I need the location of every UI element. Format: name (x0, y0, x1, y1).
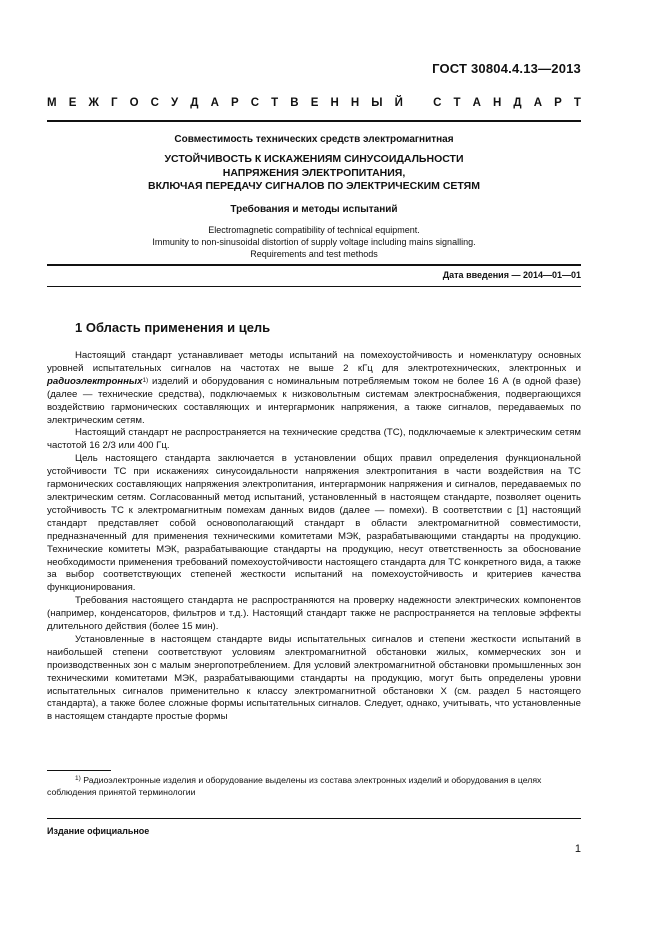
footnote-mark: 1) (75, 775, 81, 782)
title-subtitle: Требования и методы испытаний (230, 204, 398, 215)
banner-letter: А (533, 97, 543, 109)
introduction-date: Дата введения — 2014—01—01 (442, 270, 581, 280)
section-heading: 1 Область применения и цель (75, 320, 271, 335)
banner-letter: Р (554, 97, 562, 109)
main-title-line-2: НАПРЯЖЕНИЯ ЭЛЕКТРОПИТАНИЯ, (222, 166, 406, 179)
banner-letter: А (472, 97, 481, 109)
banner-letter: А (210, 97, 219, 109)
banner-letter: Н (330, 97, 339, 109)
main-title-line-3: ВКЛЮЧАЯ ПЕРЕДАЧУ СИГНАЛОВ ПО ЭЛЕКТРИЧЕСКИМ СЕТЯМ (148, 180, 480, 192)
footnote (47, 774, 581, 798)
page-number: 1 (574, 843, 581, 855)
banner-letter: Т (271, 97, 279, 109)
main-title (47, 153, 581, 194)
banner-letter: Ы (371, 97, 383, 109)
interstate-standard-banner (47, 97, 581, 109)
banner-letter: С (433, 97, 442, 109)
paragraph-3: Цель настоящего стандарта заключается в установлении общих правил определения функциональной устойчивости ТС при искажениях синусоидальности напряжения электропитания в части воздействия на ТС гармонических составляющих напряжения электропитания, интергармоник напряжения и сигналов, передаваемых по электрическим сетям. Согласованный метод испытаний, установленный в настоящем стандарте, позволяет оценить устойчивость ТС к электромагнитным помехам данных видов (далее — помехи). В соответствии с [1] настоящий стандарт представляет собой основополагающий стандарт в области электромагнитной совместимости, предназначенный для применения техническими комитетами МЭК, разрабатывающими стандарты на продукцию. Технические комитеты МЭК, разрабатывающие стандарты на продукцию, несут ответственность за обоснование необходимости применения требований помехоустойчивости настоящего стандарта для ТС конкретного вида, а также за выбор соответствующих степеней жесткости испытаний на помехоустойчивость и критериев качества функционирования. (47, 453, 581, 594)
banner-letter: О (129, 97, 139, 109)
title-rule (47, 264, 581, 266)
banner-letter: С (250, 97, 260, 109)
banner-letter: Й (394, 97, 403, 109)
date-rule (47, 286, 581, 287)
banner-letter: М (47, 97, 57, 109)
english-title-line-1: Electromagnetic compatibility of technical equipment. (208, 225, 420, 235)
header-rule (47, 120, 581, 122)
banner-letter: В (290, 97, 299, 109)
banner-letter: Г (110, 97, 118, 109)
banner-letter: Е (310, 97, 319, 109)
english-title-line-3: Requirements and test methods (250, 249, 378, 259)
banner-letter: Д (190, 97, 199, 109)
paragraph-2: Настоящий стандарт не распространяется на технические средства (ТС), подключаемые к электрическим сетям частотой 16 2/3 или 400 Гц. (47, 427, 581, 452)
emphasis-term: радиоэлектронных (47, 375, 143, 387)
english-title (47, 224, 581, 260)
banner-letter: С (150, 97, 159, 109)
title-category: Совместимость технических средств электромагнитная (174, 134, 454, 145)
footnote-separator (47, 770, 111, 771)
edition-label: Издание официальное (47, 826, 150, 836)
banner-letter: Р (230, 97, 239, 109)
banner-letter: Ж (88, 97, 99, 109)
banner-letter: Д (513, 97, 522, 109)
paragraph-1: Настоящий стандарт устанавливает методы испытаний на помехоустойчивость и номенклатуру основных уровней испытательных сигналов на частотах не выше 2 кГц для электротехнических, электронных и радиоэлектронных$^{1)}$ изделий и оборудования с номинальным потребляемым током не более 16 А (в одной фазе) (далее — технические средства), подключаемых к низковольтным системам электроснабжения, подвергающихся воздействию гармонических составляющих и интергармоник напряжения, а также сигналов, передаваемых по электрическим сетям. (47, 350, 581, 426)
banner-letter: Н (350, 97, 360, 109)
main-title-line-1: УСТОЙЧИВОСТЬ К ИСКАЖЕНИЯМ СИНУСОИДАЛЬНОСТИ (164, 153, 464, 165)
banner-letter: Н (493, 97, 502, 109)
paragraph-4: Требования настоящего стандарта не распространяются на проверку надежности электрических компонентов (например, конденсаторов, фильтров и т.д.). Настоящий стандарт также не распространяется на тепловые эффекты длительного действия (более 15 мин). (47, 595, 581, 633)
footer-rule (47, 818, 581, 819)
footnote-text: Радиоэлектронные изделия и оборудование выделены из состава электронных изделий и оборудования в целях соблюдения принятой терминологии (47, 775, 542, 797)
paragraph-5: Установленные в настоящем стандарте виды испытательных сигналов и степени жесткости испытаний в наибольшей степени соответствуют условиям электромагнитной обстановки жилых, коммерческих зон и производственных зон с малым энергопотреблением. Для условий электромагнитной обстановки промышленных зон техническими комитетами МЭК, разрабатывающими стандарты на продукцию, могут быть определены уровни испытательных сигналов применительно к классу электромагнитной обстановки X (см. раздел 5 настоящего стандарта), а также более сложные формы испытательных сигналов. Следует, однако, учитывать, что установленные в настоящем стандарте простые формы (47, 633, 581, 723)
english-title-line-2: Immunity to non-sinusoidal distortion of supply voltage including mains signalling. (152, 237, 476, 247)
standard-code: ГОСТ 30804.4.13—2013 (432, 61, 581, 76)
section-body (47, 350, 581, 724)
banner-letter (415, 97, 421, 109)
banner-letter: Т (573, 97, 581, 109)
footnote-ref: 1) (142, 376, 149, 384)
banner-letter: Т (453, 97, 461, 109)
banner-letter: У (171, 97, 179, 109)
banner-letter: Е (68, 97, 77, 109)
